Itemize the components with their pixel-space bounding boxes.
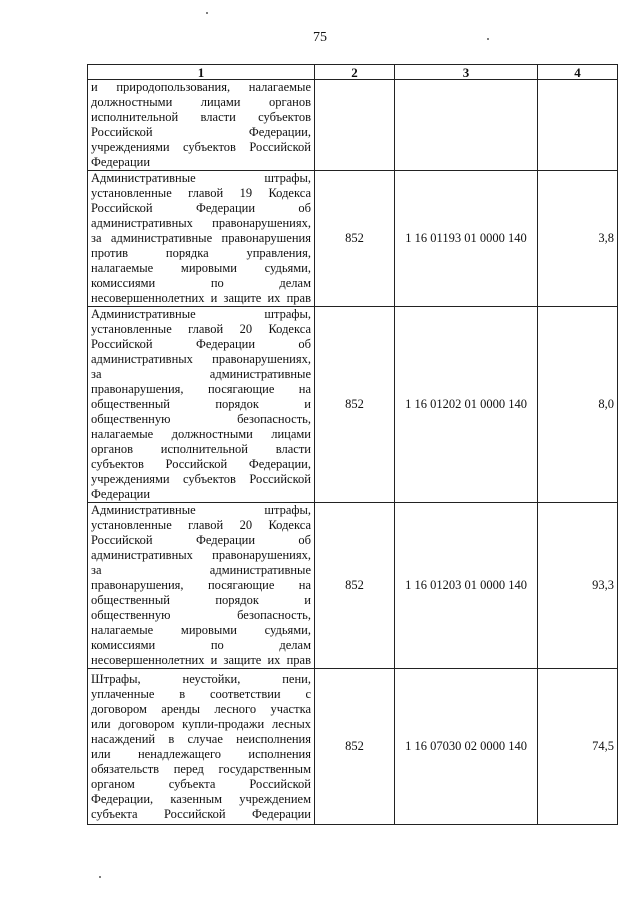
row-description: Административные штрафы, установленные главой 20 Кодекса Российской Федерации об административных правонарушениях, за административные правонарушения, посягающие на общественный порядок и общественную безопасность, налагаемые мировыми судьями, комиссиями по делам несовершеннолетних и защите их прав [88,503,315,669]
row-budget-classification-code [395,80,538,171]
scan-speck [206,12,208,14]
budget-revenue-table [87,64,618,825]
scan-speck [99,876,101,878]
row-description: Административные штрафы, установленные главой 20 Кодекса Российской Федерации об административных правонарушениях, за административные правонарушения, посягающие на общественный порядок и общественную безопасность, налагаемые должностными лицами органов исполнительной власти субъектов Российской Федерации, учреждениями субъектов Российской Федерации [88,307,315,503]
row-budget-classification-code: 1 16 01202 01 0000 140 [395,307,538,503]
page-number: 75 [313,30,327,45]
table-row [88,80,618,171]
row-amount [538,80,618,171]
row-admin-code: 852 [315,307,395,503]
row-amount: 93,3 [538,503,618,669]
scan-speck [487,38,489,40]
row-description: Штрафы, неустойки, пени, уплаченные в соответствии с договором аренды лесного участка или договором купли-продажи лесных насаждений в случае неисполнения или ненадлежащего исполнения обязательств перед государственным органом субъекта Российской Федерации, казенным учреждением субъекта Российской Федерации [88,669,315,825]
row-admin-code: 852 [315,503,395,669]
row-admin-code: 852 [315,669,395,825]
row-amount: 8,0 [538,307,618,503]
row-description: Административные штрафы, установленные главой 19 Кодекса Российской Федерации об административных правонарушениях, за административные правонарушения против порядка управления, налагаемые мировыми судьями, комиссиями по делам несовершеннолетних и защите их прав [88,171,315,307]
row-budget-classification-code: 1 16 07030 02 0000 140 [395,669,538,825]
row-description: и природопользования, налагаемые должностными лицами органов исполнительной власти субъектов Российской Федерации, учреждениями субъектов Российской Федерации [88,80,315,171]
row-amount: 3,8 [538,171,618,307]
row-budget-classification-code: 1 16 01203 01 0000 140 [395,503,538,669]
table-row [88,307,618,503]
row-amount: 74,5 [538,669,618,825]
row-budget-classification-code: 1 16 01193 01 0000 140 [395,171,538,307]
table-header-row [88,65,618,80]
column-header-1: 1 [88,65,315,80]
row-admin-code: 852 [315,171,395,307]
table-row [88,503,618,669]
column-header-4: 4 [538,65,618,80]
table-row [88,669,618,825]
row-admin-code [315,80,395,171]
table-row [88,171,618,307]
column-header-3: 3 [395,65,538,80]
column-header-2: 2 [315,65,395,80]
